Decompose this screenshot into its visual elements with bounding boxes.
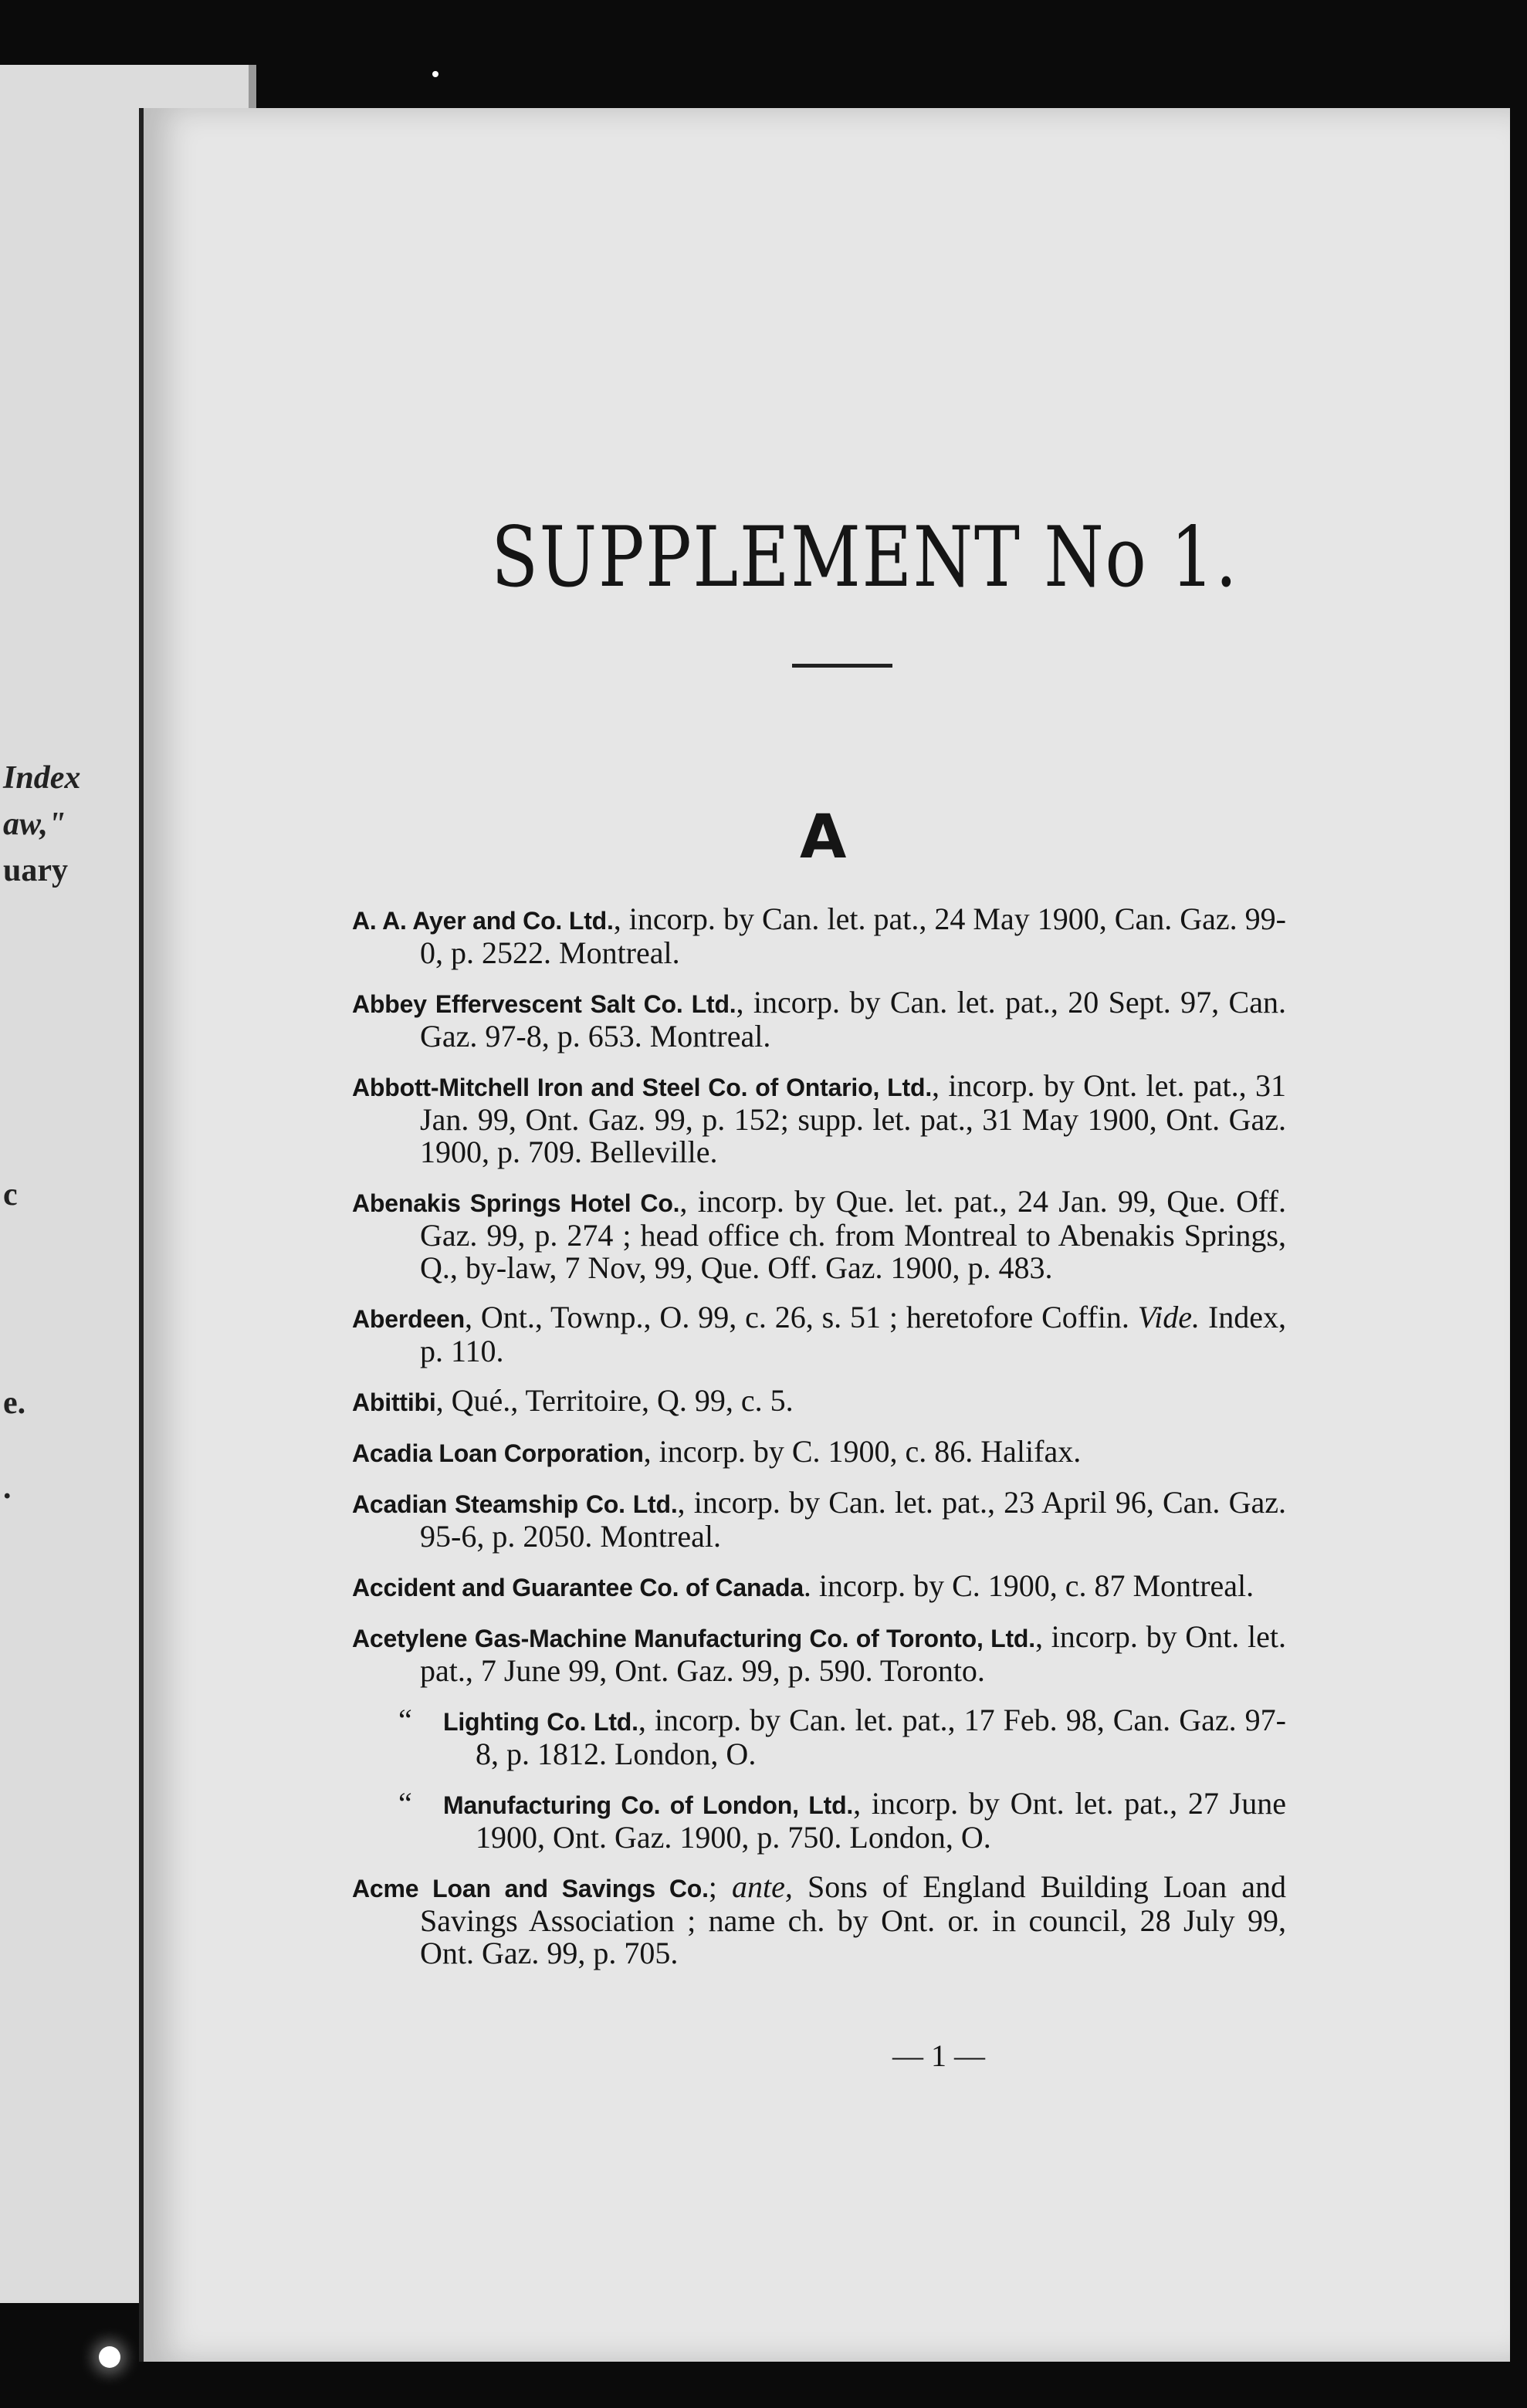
entry-name: Acadian Steamship Co. Ltd.: [352, 1490, 678, 1518]
index-entry: [352, 1621, 1286, 1687]
entry-name: Abittibi: [352, 1388, 436, 1416]
entry-text: , incorp. by Can. let. pat., 23 April 96, Can. Gaz. 95-6, p. 2050. Montreal.: [420, 1485, 1286, 1554]
entry-name: Abbey Effervescent Salt Co. Ltd.: [352, 990, 736, 1018]
entry-name: Acetylene Gas-Machine Manufacturing Co. of Toronto, Ltd.: [352, 1625, 1035, 1652]
entry-text: , incorp. by C. 1900, c. 86. Halifax.: [643, 1434, 1082, 1469]
entry-name: Abbott-Mitchell Iron and Steel Co. of Ontario, Ltd.: [352, 1074, 933, 1101]
left-fragment: e.: [3, 1385, 26, 1421]
index-entry: [352, 1486, 1286, 1553]
entry-italic: Vide.: [1137, 1300, 1200, 1334]
index-entry: [352, 1185, 1286, 1284]
entry-name: Accident and Guarantee Co. of Canada: [352, 1574, 804, 1601]
page-title: SUPPLEMENT No 1.: [491, 509, 1239, 606]
index-entry: [352, 1704, 1286, 1770]
index-entry: [352, 1070, 1286, 1168]
entry-tail: Sons of England Building Loan and Savings Association ; name ch. by Ont. or. in council, 28 July 99, Ont. Gaz. 99, p. 705.: [420, 1869, 1286, 1970]
entry-text: , Qué., Territoire, Q. 99, c. 5.: [435, 1383, 794, 1418]
index-entry: [352, 903, 1286, 969]
entry-text: . incorp. by C. 1900, c. 87 Montreal.: [803, 1568, 1254, 1603]
scan-speck: [99, 2346, 120, 2368]
index-entry: [352, 1871, 1286, 1970]
document-page: [139, 108, 1510, 2362]
entry-text: , Ont., Townp., O. 99, c. 26, s. 51 ; heretofore Coffin.: [465, 1300, 1129, 1334]
entry-name: Lighting Co. Ltd.: [443, 1708, 638, 1736]
index-entry: [352, 1787, 1286, 1854]
index-entries: [352, 903, 1286, 1987]
index-entry: [352, 986, 1286, 1053]
index-entry: [352, 1385, 1286, 1419]
ditto-mark: “: [398, 1703, 412, 1737]
left-fragment: c: [3, 1177, 18, 1212]
left-fragment: Index: [3, 760, 81, 796]
page-number: — 1 —: [892, 2038, 985, 2073]
entry-name: Abenakis Springs Hotel Co.: [352, 1189, 680, 1217]
title-rule: [792, 664, 892, 668]
entry-name: Aberdeen: [352, 1305, 465, 1333]
entry-name: Manufacturing Co. of London, Ltd.: [443, 1791, 854, 1819]
entry-name: Acadia Loan Corporation: [352, 1439, 644, 1467]
entry-text: , incorp. by Can. let. pat., 20 Sept. 97, Can. Gaz. 97-8, p. 653. Montreal.: [420, 985, 1286, 1054]
entry-text: , incorp. by Ont. let. pat., 27 June 1900, Ont. Gaz. 1900, p. 750. London, O.: [476, 1786, 1286, 1855]
left-fragment: uary: [3, 853, 68, 888]
entry-text: , incorp. by Ont. let. pat., 7 June 99, Ont. Gaz. 99, p. 590. Toronto.: [420, 1619, 1286, 1688]
left-fragment: .: [3, 1470, 12, 1506]
entry-name: A. A. Ayer and Co. Ltd.: [352, 907, 614, 935]
entry-text: , incorp. by Can. let. pat., 17 Feb. 98, Can. Gaz. 97-8, p. 1812. London, O.: [476, 1703, 1286, 1771]
index-entry: [352, 1301, 1286, 1368]
section-letter: A: [800, 803, 847, 872]
scan-speck: [432, 71, 438, 77]
index-entry: [352, 1570, 1286, 1604]
index-entry: [352, 1436, 1286, 1469]
ditto-mark: “: [398, 1786, 412, 1821]
entry-text: ;: [708, 1869, 733, 1904]
entry-italic: ante,: [732, 1869, 793, 1904]
entry-text: , incorp. by Ont. let. pat., 31 Jan. 99, Ont. Gaz. 99, p. 152; supp. let. pat., 31 May 1900, Ont. Gaz. 1900, p. 709. Belleville.: [420, 1068, 1286, 1169]
entry-name: Acme Loan and Savings Co.: [352, 1875, 709, 1902]
left-fragment: aw,": [3, 807, 66, 842]
entry-text: , incorp. by Que. let. pat., 24 Jan. 99, Que. Off. Gaz. 99, p. 274 ; head office ch. from Montreal to Abenakis Springs, Q., by-law, 7 Nov, 99, Que. Off. Gaz. 1900, p. 483.: [420, 1184, 1286, 1285]
entry-tail: Index, p. 110.: [420, 1300, 1287, 1368]
entry-text: , incorp. by Can. let. pat., 24 May 1900, Can. Gaz. 99-0, p. 2522. Montreal.: [420, 901, 1287, 970]
